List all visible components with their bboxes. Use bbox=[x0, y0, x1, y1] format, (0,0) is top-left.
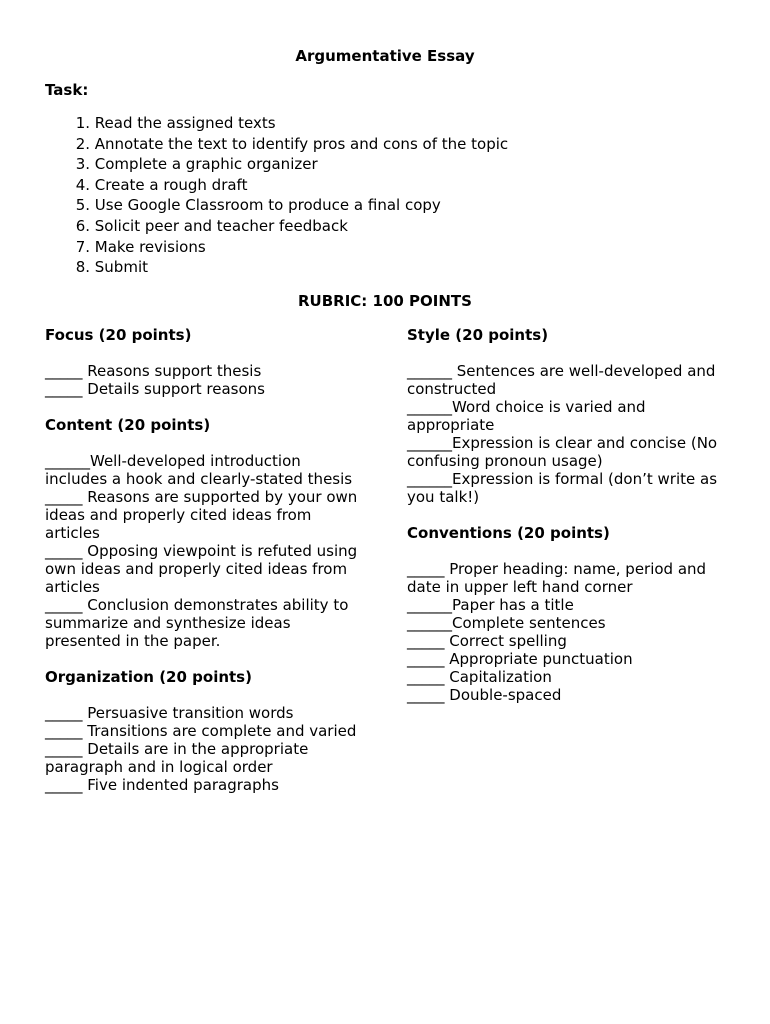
task-text: Read the assigned texts bbox=[94, 114, 276, 132]
task-item bbox=[45, 238, 508, 259]
task-item bbox=[45, 196, 508, 217]
task-item bbox=[45, 114, 508, 135]
style-section-title: Style (20 points) bbox=[407, 326, 549, 344]
rubric-item: _____ Correct spelling bbox=[407, 632, 567, 650]
rubric-item: ______Expression is formal (don’t write as you talk!) bbox=[407, 470, 718, 506]
rubric-item: ______ Sentences are well-developed and constructed bbox=[407, 362, 716, 398]
task-number: 4. bbox=[75, 175, 90, 194]
task-item bbox=[45, 155, 508, 176]
task-list bbox=[45, 114, 508, 279]
task-text: Complete a graphic organizer bbox=[94, 155, 318, 174]
rubric-item: _____ Conclusion demonstrates ability to summarize and synthesize ideas presented in the paper. bbox=[45, 596, 349, 650]
rubric-left-column bbox=[45, 326, 365, 794]
rubric-item: _____ Persuasive transition words bbox=[45, 704, 294, 722]
task-number: 6. bbox=[75, 216, 90, 235]
task-number: 3. bbox=[75, 155, 90, 174]
task-text: Use Google Classroom to produce a final copy bbox=[94, 196, 441, 215]
task-item bbox=[45, 217, 508, 238]
focus-section-title: Focus (20 points) bbox=[45, 326, 192, 344]
content-items bbox=[45, 452, 365, 650]
rubric-item: _____ Reasons support thesis bbox=[45, 362, 262, 380]
task-text: Annotate the text to identify pros and cons of the topic bbox=[94, 134, 509, 153]
task-text: Make revisions bbox=[94, 237, 206, 256]
content-section-title: Content (20 points) bbox=[45, 416, 211, 434]
rubric-item: _____ Details support reasons bbox=[45, 380, 265, 398]
organization-items bbox=[45, 704, 365, 794]
task-number: 5. bbox=[75, 196, 90, 215]
focus-items bbox=[45, 362, 365, 398]
rubric-item: ______Paper has a title bbox=[407, 596, 574, 614]
rubric-item: _____ Proper heading: name, period and date in upper left hand corner bbox=[407, 560, 707, 596]
organization-section-title: Organization (20 points) bbox=[45, 668, 252, 686]
task-number: 1. bbox=[75, 114, 90, 132]
rubric-right-column bbox=[407, 326, 732, 704]
task-number: 7. bbox=[75, 237, 90, 256]
rubric-item: ______Complete sentences bbox=[407, 614, 606, 632]
task-item bbox=[45, 176, 508, 197]
task-item bbox=[45, 135, 508, 156]
task-text: Submit bbox=[94, 258, 148, 277]
rubric-heading: RUBRIC: 100 POINTS bbox=[298, 292, 472, 310]
task-text: Solicit peer and teacher feedback bbox=[94, 216, 348, 235]
rubric-item: _____ Transitions are complete and varied bbox=[45, 722, 357, 740]
task-number: 2. bbox=[75, 134, 90, 153]
rubric-item: _____ Reasons are supported by your own ideas and properly cited ideas from articles bbox=[45, 488, 358, 542]
task-number: 8. bbox=[75, 258, 90, 277]
document-title: Argumentative Essay bbox=[295, 47, 475, 65]
rubric-item: _____ Capitalization bbox=[407, 668, 552, 686]
rubric-item: _____ Double-spaced bbox=[407, 686, 562, 704]
rubric-item: _____ Opposing viewpoint is refuted using own ideas and properly cited ideas from articles bbox=[45, 542, 358, 596]
rubric-item: ______Expression is clear and concise (No confusing pronoun usage) bbox=[407, 434, 718, 470]
rubric-item: _____ Appropriate punctuation bbox=[407, 650, 633, 668]
conventions-items bbox=[407, 560, 732, 704]
rubric-item: ______Well-developed introduction includes a hook and clearly-stated thesis bbox=[45, 452, 353, 488]
style-items bbox=[407, 362, 732, 506]
rubric-item: _____ Five indented paragraphs bbox=[45, 776, 279, 794]
conventions-section-title: Conventions (20 points) bbox=[407, 524, 610, 542]
rubric-item: _____ Details are in the appropriate paragraph and in logical order bbox=[45, 740, 309, 776]
rubric-item: ______Word choice is varied and appropriate bbox=[407, 398, 646, 434]
task-text: Create a rough draft bbox=[94, 175, 248, 194]
task-heading: Task: bbox=[45, 81, 89, 99]
task-item bbox=[45, 258, 508, 279]
